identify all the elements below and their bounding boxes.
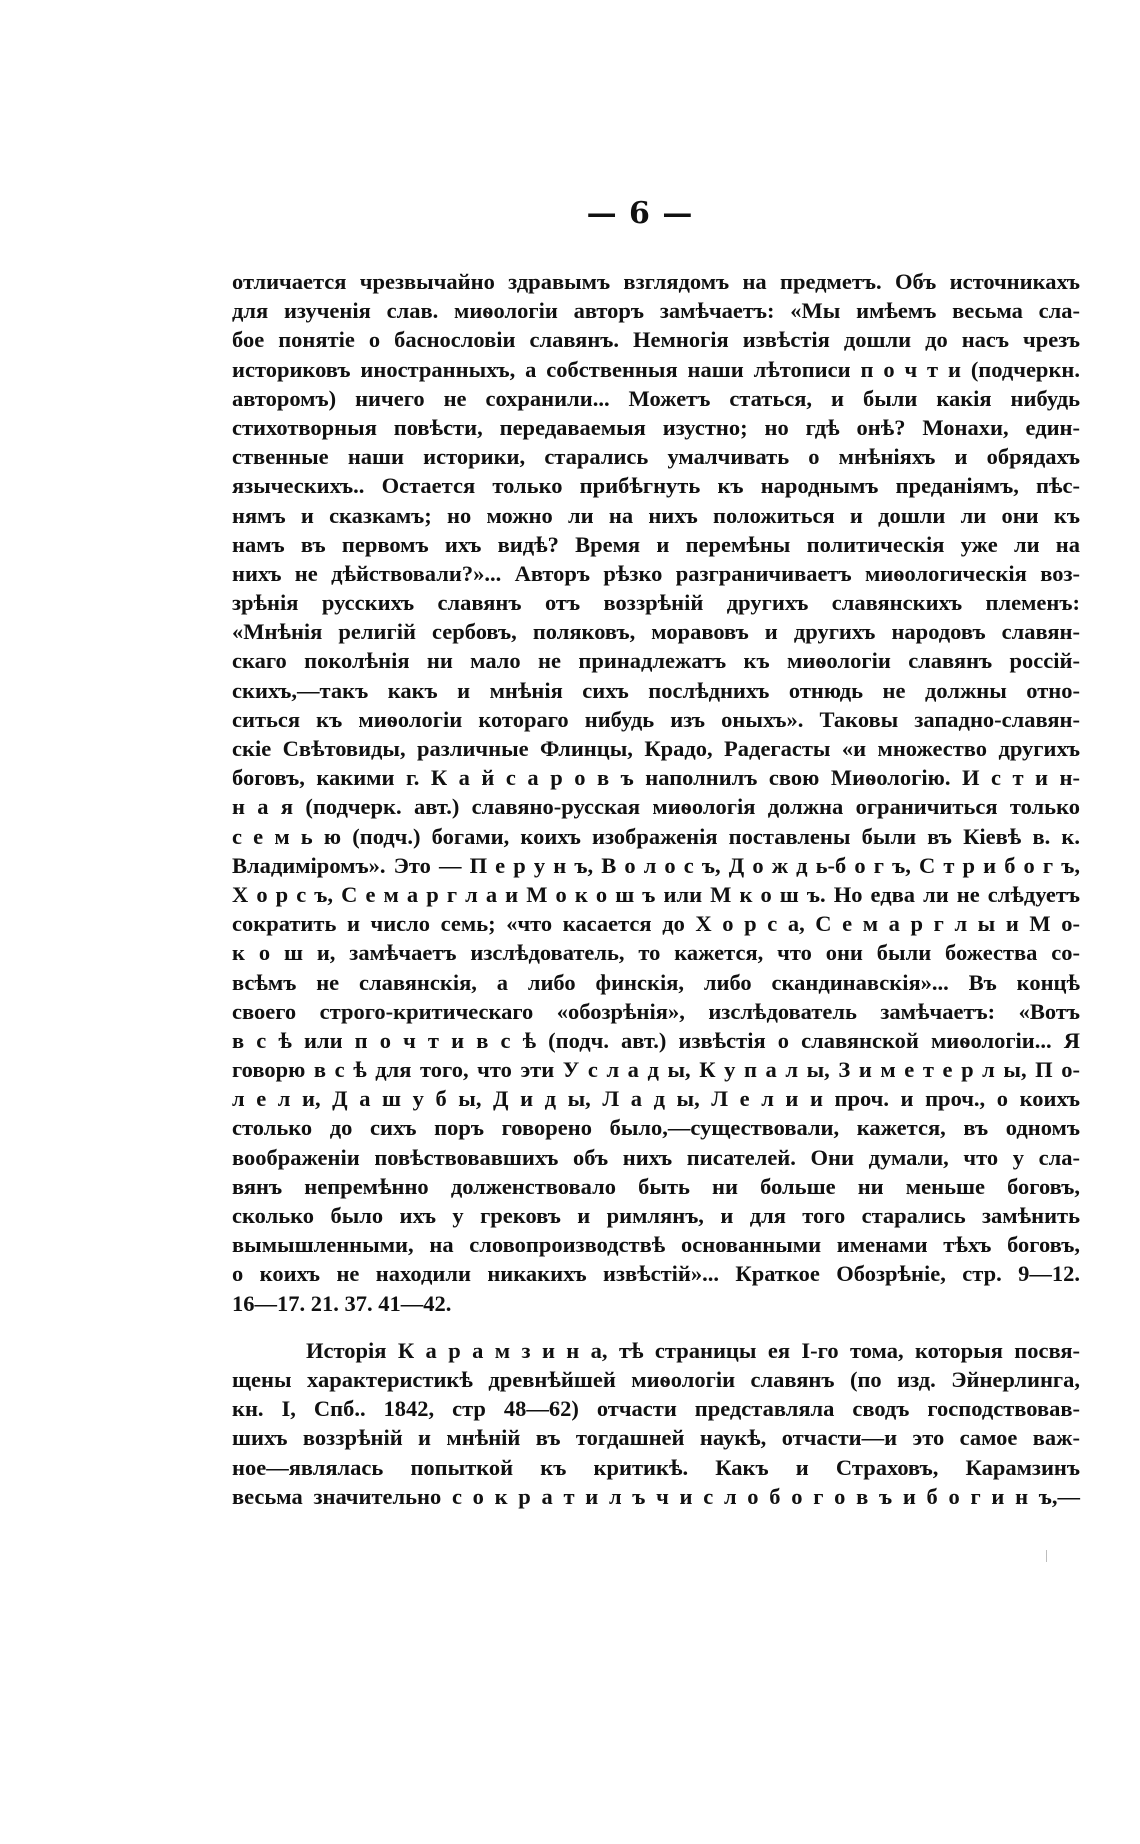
text-line: Х о р с ъ, С е м а р г л а и М о к о ш ъ или М к о ш ъ. Но едва ли не слѣдуетъ — [232, 881, 1080, 907]
text-line: шихъ воззрѣній и мнѣній въ тогдашней наукѣ, отчасти—и это самое важ- — [232, 1425, 1080, 1451]
text-line: скаго поколѣнія ни мало не принадлежатъ къ миѳологіи славянъ россій- — [232, 648, 1080, 674]
text-line: кн. I, Спб.. 1842, стр 48—62) отчасти представляла сводъ господствовав- — [232, 1396, 1080, 1422]
text-line: ситься къ миѳологіи котораго нибудь изъ оныхъ». Таковы западно-славян- — [232, 706, 1080, 732]
text-line: боговъ, какими г. К а й с а р о в ъ наполнилъ свою Миѳологію. И с т и н- — [232, 765, 1080, 791]
paragraph-1 — [232, 267, 1080, 1318]
text-line: сколько было ихъ у грековъ и римлянъ, и для того старались замѣнить — [232, 1203, 1080, 1228]
text-line: вымышленными, на словопроизводствѣ основанными именами тѣхъ боговъ, — [232, 1232, 1080, 1258]
text-line: нихъ не дѣйствовали?»... Авторъ рѣзко разграничиваетъ миѳологическія воз- — [232, 560, 1080, 586]
text-line: говорю в с ѣ для того, что эти У с л а д ы, К у п а л ы, З и м е т е р л ы, П о- — [232, 1057, 1080, 1083]
text-line: вянъ непремѣнно долженствовало быть ни больше ни меньше боговъ, — [232, 1173, 1080, 1199]
scan-mark — [1046, 1550, 1047, 1562]
text-line: 16—17. 21. 37. 41—42. — [232, 1290, 452, 1316]
text-line: с е м ь ю (подч.) богами, коихъ изображенія поставлены были въ Кіевѣ в. к. — [232, 823, 1080, 849]
text-line: столько до сихъ поръ говорено было,—существовали, кажется, въ одномъ — [232, 1115, 1080, 1141]
text-line: намъ въ первомъ ихъ видѣ? Время и перемѣны политическія уже ли на — [232, 531, 1080, 557]
text-line: нямъ и сказкамъ; но можно ли на нихъ положиться и дошли ли они къ — [232, 502, 1080, 528]
body-text — [232, 267, 1080, 1511]
text-line: стихотворныя повѣсти, передаваемыя изустно; но гдѣ онѣ? Монахи, един- — [232, 414, 1080, 440]
text-line: о коихъ не находили никакихъ извѣстій»... Краткое Обозрѣніе, стр. 9—12. — [232, 1261, 1080, 1287]
text-line: ственные наши историки, старались умалчивать о мнѣніяхъ и обрядахъ — [232, 444, 1080, 470]
text-line: зрѣнія русскихъ славянъ отъ воззрѣній другихъ славянскихъ племенъ: — [232, 590, 1080, 616]
text-line: скіе Свѣтовиды, различные Флинцы, Крадо, Радегасты «и множество другихъ — [232, 736, 1080, 761]
text-line: отличается чрезвычайно здравымъ взглядомъ на предметъ. Объ источникахъ — [232, 269, 1080, 294]
text-line: к о ш и, замѣчаетъ изслѣдователь, то кажется, что они были божества со- — [232, 940, 1080, 966]
paragraph-2 — [232, 1336, 1080, 1511]
text-line: авторомъ) ничего не сохранили... Можетъ статься, и были какія нибудь — [232, 385, 1080, 411]
text-line: «Мнѣнія религій сербовъ, поляковъ, моравовъ и другихъ народовъ славян- — [232, 619, 1080, 645]
text-line: сократить и число семь; «что касается до Х о р с а, С е м а р г л ы и М о- — [232, 911, 1080, 937]
text-line: бое понятіе о баснословіи славянъ. Немногія извѣстія дошли до насъ чрезъ — [232, 327, 1080, 353]
text-line: щены характеристикѣ древнѣйшей миѳологіи славянъ (по изд. Эйнерлинга, — [232, 1366, 1080, 1392]
page-number: — 6 — — [586, 196, 694, 231]
text-line: Владиміромъ». Это — П е р у н ъ, В о л о с ъ, Д о ж д ь-б о г ъ, С т р и б о г ъ, — [232, 852, 1080, 878]
text-line: своего строго-критическаго «обозрѣнія», изслѣдователь замѣчаетъ: «Вотъ — [232, 998, 1080, 1024]
text-line: всѣмъ не славянскія, а либо финскія, либо скандинавскія»... Въ концѣ — [232, 969, 1080, 995]
text-line: л е л и, Д а ш у б ы, Д и д ы, Л а д ы, Л е л и и проч. и проч., о коихъ — [232, 1086, 1080, 1112]
text-line: языческихъ.. Остается только прибѣгнуть къ народнымъ преданіямъ, пѣс- — [232, 473, 1080, 499]
text-line: Исторія К а р а м з и н а, тѣ страницы ея I-го тома, которыя посвя- — [306, 1337, 1080, 1363]
text-line: в с ѣ или п о ч т и в с ѣ (подч. авт.) извѣстія о славянской миѳологіи... Я — [232, 1027, 1080, 1053]
paragraph-gap — [232, 1318, 1080, 1336]
text-line: воображеніи повѣствовавшихъ объ нихъ писателей. Они думали, что у сла- — [232, 1144, 1080, 1170]
text-line: н а я (подчерк. авт.) славяно-русская миѳологія должна ограничиться только — [232, 794, 1080, 820]
text-line: весьма значительно с о к р а т и л ъ ч и с л о б о г о в ъ и б о г и н ъ,— — [232, 1483, 1080, 1509]
text-line: историковъ иностранныхъ, а собственныя наши лѣтописи п о ч т и (подчеркн. — [232, 356, 1080, 382]
text-line: скихъ,—такъ какъ и мнѣнія сихъ послѣднихъ отнюдь не должны отно- — [232, 677, 1080, 703]
text-line: для изученія слав. миѳологіи авторъ замѣчаетъ: «Мы имѣемъ весьма сла- — [232, 298, 1080, 324]
text-line: ное—являлась попыткой къ критикѣ. Какъ и Страховъ, Карамзинъ — [232, 1454, 1080, 1480]
